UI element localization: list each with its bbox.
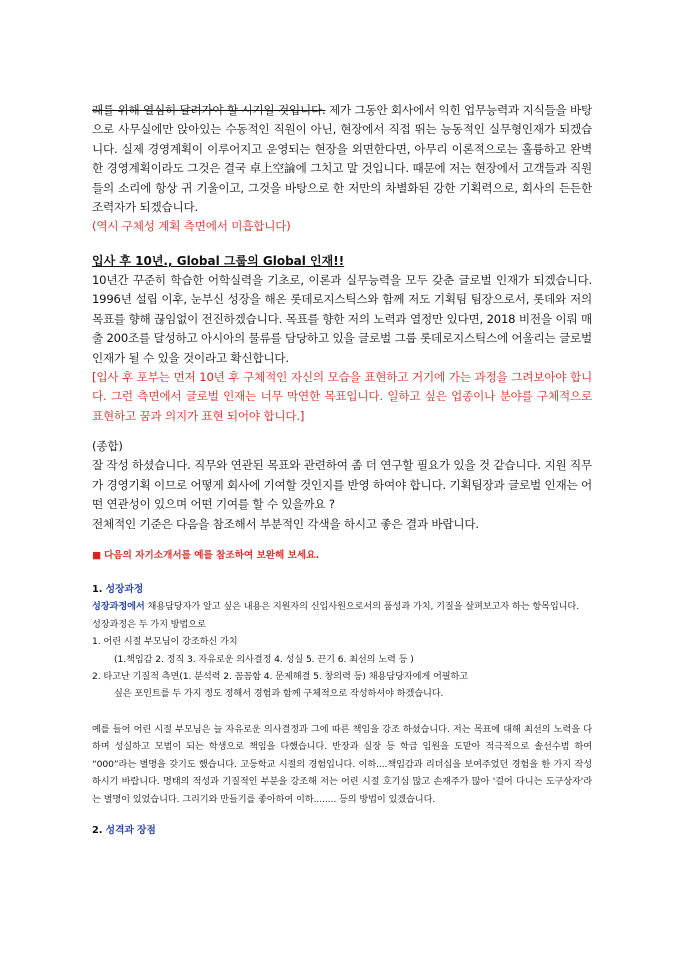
paragraph-plan — [92, 101, 592, 237]
notice-text: 다음의 자기소개서를 예를 참조하여 보완해 보세요. — [104, 550, 320, 561]
section-aspiration — [92, 252, 592, 426]
section-title-text: 성격과 장점 — [105, 825, 156, 836]
intro-bold: 성장과정에서 — [92, 601, 145, 613]
section-title — [92, 581, 592, 598]
summary-block — [92, 437, 592, 534]
section-title-text: 성장과정 — [105, 584, 144, 595]
feedback-comment: [입사 후 포부는 먼저 10년 후 구체적인 자신의 모습을 표현하고 거기에 가는 과정을 그려보아야 합니다. 그런 측면에서 글로벌 인재는 너무 막연한 목표입니다. 일하고 싶은 업종이나 분야를 구체적으로 표현하고 꿈과 의지가 표현 되어야 합니다.] — [92, 370, 592, 423]
list-item: 2. 타고난 기질적 측면(1. 분석력 2. 꼼꼼함 4. 문제해결 5. 창의력 등) 채용담당자에게 어필하고 — [92, 671, 469, 683]
summary-text-2: 전체적인 기준은 다음을 참조해서 부분적인 각색을 하시고 좋은 결과 바랍니다. — [92, 516, 479, 531]
strikethrough-text: 래를 위해 열심히 달려가야 할 시기일 것입니다. — [92, 103, 326, 117]
section-number: 1. — [92, 584, 103, 595]
summary-text: 잘 작성 하셨습니다. 직무와 연관된 목표와 관련하여 좀 더 연구할 필요가 있을 것 같습니다. 지원 직무가 경영기획 이므로 어떻게 회사에 기여할 것인지를 반영 하여야 합니다. 기획팀장과 글로벌 인재는 어떤 연관성이 있으며 어떤 기여를 할 수 있을까요 ? — [92, 458, 592, 512]
section-heading: 입사 후 10년., Global 그룹의 Global 인재!! — [92, 254, 345, 268]
list-item: 1. 어린 시절 부모님이 강조하신 가치 — [92, 636, 238, 648]
paragraph-text: 10년간 꾸준히 학습한 어학실력을 기초로, 이론과 실무능력을 모두 갖춘 글로벌 인재가 되겠습니다. 1996년 설립 이후, 눈부신 성장을 해온 롯데로지스틱스와 함께 저도 기획팀 팀장으로서, 롯데와 저의 목표를 향해 끊임없이 전진하겠습니다. 목표를 향한 저의 노력과 열정만 있다면, 2018 비전을 이뤄 매출 200조를 달성하고 아시아의 물류를 담당하고 있을 글로벌 그룹 롯데로지스틱스에 어울리는 글로벌 인재가 될 수 있을 것이라고 확신합니다. — [92, 273, 592, 365]
section-intro — [92, 598, 592, 615]
methods-line: 성장과정은 두 가지 방법으로 — [92, 618, 206, 630]
paragraph-text: 제가 그동안 회사에서 익힌 업무능력과 지식들을 바탕으로 사무실에만 앉아있는 수동적인 직원이 아닌, 현장에서 직접 뛰는 능동적인 실무형인재가 되겠습니다. 실제 경영계획이 이루어지고 운영되는 현장을 외면한다면, 아무리 이론적으로는 훌륭하고 완벽한 경영계획이라도 그것은 결국 卓上空論에 그치고 말 것입니다. 때문에 저는 현장에서 고객들과 직원들의 소리에 항상 귀 기울이고, 그것을 바탕으로 한 저만의 차별화된 강한 기획력으로, 회사의 든든한 조력자가 되겠습니다. — [92, 103, 593, 215]
section-growth — [92, 581, 592, 703]
list-item-continued: 싶은 포인트를 두 가지 정도 정해서 경험과 함께 구체적으로 작성하셔야 하겠습니다. — [114, 688, 444, 700]
list-item-detail: (1.책임감 2. 정직 3. 자유로운 의사결정 4. 성실 5. 끈기 6. 최선의 노력 등 ) — [114, 653, 414, 665]
notice-line — [92, 548, 592, 564]
feedback-comment: (역시 구체성 계획 측면에서 미흡합니다) — [92, 219, 291, 234]
square-bullet-icon: ■ — [92, 550, 102, 561]
summary-label: (종합) — [92, 439, 123, 453]
section-personality — [92, 822, 592, 839]
section-title — [92, 822, 592, 839]
example-paragraph: 예를 들어 어린 시절 부모님은 늘 자유로운 의사결정과 그에 따른 책임을 강조 하셨습니다. 저는 목표에 대해 최선의 노력을 다하며 성실하고 모범이 되는 학생으로 책임을 다했습니다. 반장과 실장 등 학급 임원을 도맡아 적극적으로 솔선수범 하여 “000”라는 별명을 갖기도 했습니다. 고등학교 시절의 경험입니다. 이하....책임감과 리더십을 보여주었던 경험을 한 가지 작성하시기 바랍니다. 명태의 적성과 기질적인 부분을 강조해 저는 어린 시절 호기심 많고 손재주가 많아 '걸어 다니는 도구상자'라는 별명이 있었습니다. 그리기와 만들기를 좋아하여 이하........ 등의 방법이 있겠습니다. — [92, 724, 592, 805]
section-number: 2. — [92, 825, 103, 836]
intro-rest: 채용담당자가 알고 싶은 내용은 지원자의 신입사원으로서의 품성과 가치, 기질을 살펴보고자 하는 항목입니다. — [144, 601, 580, 613]
